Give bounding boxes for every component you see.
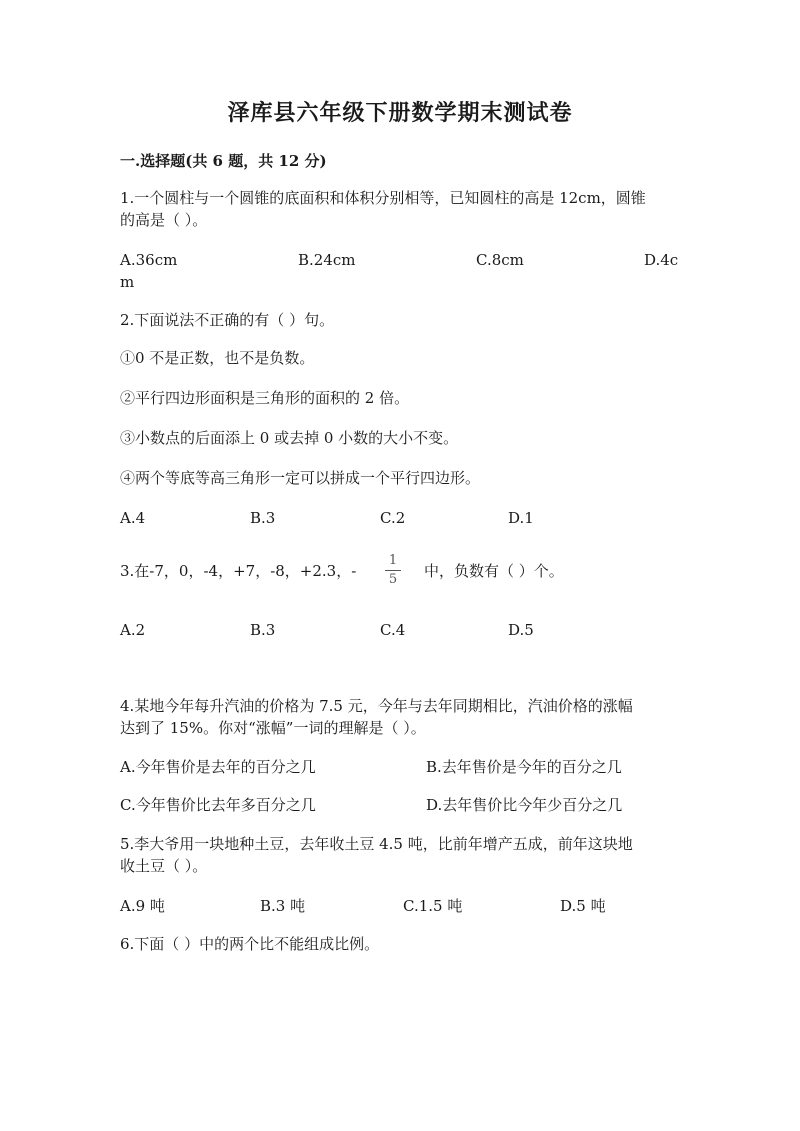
q2-stem: 2.下面说法不正确的有（ ）句。 <box>120 311 335 329</box>
q5-stem-line2: 收土豆（ ）。 <box>120 857 208 875</box>
q4-option-b: B.去年售价是今年的百分之几 <box>426 758 622 776</box>
q3-stem-end: 中，负数有（ ）个。 <box>424 562 564 580</box>
q5-option-d: D.5 吨 <box>560 897 606 915</box>
q3-option-a: A.2 <box>120 621 146 639</box>
q2-statement-2: ②平行四边形面积是三角形的面积的 2 倍。 <box>120 389 410 407</box>
q3-fraction <box>385 554 401 587</box>
q4-option-d: D.去年售价比今年少百分之几 <box>426 796 623 814</box>
q1-option-c: C.8cm <box>476 251 524 269</box>
q2-statement-3: ③小数点的后面添上 0 或去掉 0 小数的大小不变。 <box>120 429 459 447</box>
fraction-denominator: 5 <box>388 572 398 587</box>
q6-stem: 6.下面（ ）中的两个比不能组成比例。 <box>120 935 380 953</box>
q4-stem-line2: 达到了 15%。你对“涨幅”一词的理解是（ ）。 <box>120 719 426 737</box>
q2-option-d: D.1 <box>508 509 534 527</box>
section-heading: 一.选择题(共 6 题，共 12 分) <box>120 152 327 170</box>
q5-option-c: C.1.5 吨 <box>403 897 463 915</box>
q4-stem-line1: 4.某地今年每升汽油的价格为 7.5 元，今年与去年同期相比，汽油价格的涨幅 <box>120 697 633 715</box>
q5-option-a: A.9 吨 <box>120 897 165 915</box>
q1-option-d-wrap: m <box>120 273 135 291</box>
q1-option-d: D.4c <box>644 251 679 269</box>
q2-statement-4: ④两个等底等高三角形一定可以拼成一个平行四边形。 <box>120 469 481 487</box>
q2-option-b: B.3 <box>250 509 276 527</box>
q3-stem-start: 3.在-7，0，-4，+7，-8，+2.3，- <box>120 562 357 580</box>
q1-stem-line1: 1.一个圆柱与一个圆锥的底面积和体积分别相等，已知圆柱的高是 12cm，圆锥 <box>120 189 646 207</box>
q3-option-b: B.3 <box>250 621 276 639</box>
q2-option-a: A.4 <box>120 509 146 527</box>
q2-statement-1: ①0 不是正数，也不是负数。 <box>120 349 315 367</box>
fraction-bar <box>385 570 401 571</box>
q5-option-b: B.3 吨 <box>260 897 306 915</box>
q4-option-a: A.今年售价是去年的百分之几 <box>120 758 316 776</box>
q2-option-c: C.2 <box>380 509 406 527</box>
q3-option-c: C.4 <box>380 621 406 639</box>
q1-option-a: A.36cm <box>120 251 178 269</box>
q5-stem-line1: 5.李大爷用一块地种土豆，去年收土豆 4.5 吨，比前年增产五成，前年这块地 <box>120 835 633 853</box>
q1-option-b: B.24cm <box>298 251 356 269</box>
q1-stem-line2: 的高是（ ）。 <box>120 211 208 229</box>
q3-option-d: D.5 <box>508 621 534 639</box>
page-title: 泽库县六年级下册数学期末测试卷 <box>227 100 573 126</box>
fraction-numerator: 1 <box>388 553 398 568</box>
q4-option-c: C.今年售价比去年多百分之几 <box>120 796 316 814</box>
